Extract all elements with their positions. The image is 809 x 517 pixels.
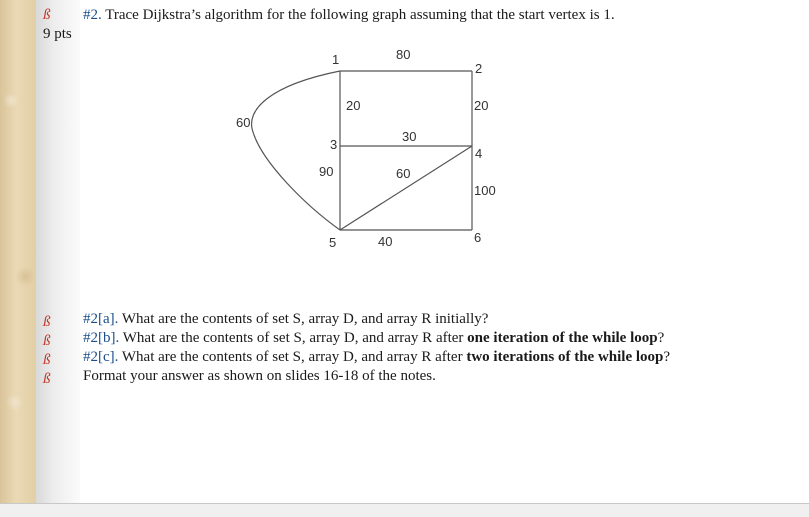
vertex-label: 6 xyxy=(474,230,482,245)
bullet-icon: ß xyxy=(43,7,51,23)
edge-weight: 20 xyxy=(474,98,489,113)
edge-weight: 20 xyxy=(346,98,361,113)
vertex-label: 1 xyxy=(332,52,340,67)
edge-1-5 xyxy=(252,71,340,230)
points-label: 9 pts xyxy=(43,26,72,42)
subquestion-text: What are the contents of set S, array D, and array R initially? xyxy=(118,311,489,327)
subquestion-text: ? xyxy=(663,349,671,365)
question-number: #2. xyxy=(83,7,102,23)
subquestion-id: #2[b]. xyxy=(83,330,120,346)
subquestion-b xyxy=(83,329,664,347)
subquestion-text: What are the contents of set S, array D, and array R after xyxy=(119,330,468,346)
vertex-label: 4 xyxy=(475,146,483,161)
edge-weight: 40 xyxy=(378,234,393,249)
subquestion-text: What are the contents of set S, array D, and array R after xyxy=(118,349,467,365)
format-instructions xyxy=(83,367,436,385)
edge-weight: 60 xyxy=(396,166,411,181)
bottom-scrollbar[interactable] xyxy=(0,503,809,517)
subquestion-id: #2[c]. xyxy=(83,349,119,365)
instruction-text: Format your answer as shown on slides 16-18 of the notes. xyxy=(83,368,436,384)
vertex-label: 5 xyxy=(329,235,337,250)
subquestion-text: ? xyxy=(657,330,665,346)
subquestion-emphasis: one iteration of the while loop xyxy=(467,330,658,346)
edge-weight: 100 xyxy=(474,183,496,198)
bullet-icon: ß xyxy=(43,371,51,387)
question-text: Trace Dijkstra’s algorithm for the following graph assuming that the start vertex is 1. xyxy=(101,7,615,23)
edge-weight: 60 xyxy=(236,115,251,130)
edge-weight: 30 xyxy=(402,129,417,144)
subquestion-a xyxy=(83,310,488,328)
edge-weight: 80 xyxy=(396,47,411,62)
bullet-icon: ß xyxy=(43,314,51,330)
subquestion-c xyxy=(83,348,670,366)
subquestion-id: #2[a]. xyxy=(83,311,119,327)
subquestion-emphasis: two iterations of the while loop xyxy=(466,349,664,365)
edge-weight: 90 xyxy=(319,164,334,179)
bullet-icon: ß xyxy=(43,352,51,368)
bullet-icon: ß xyxy=(43,333,51,349)
vertex-label: 2 xyxy=(475,61,483,76)
edge-5-4 xyxy=(340,146,472,230)
vertex-label: 3 xyxy=(330,137,338,152)
